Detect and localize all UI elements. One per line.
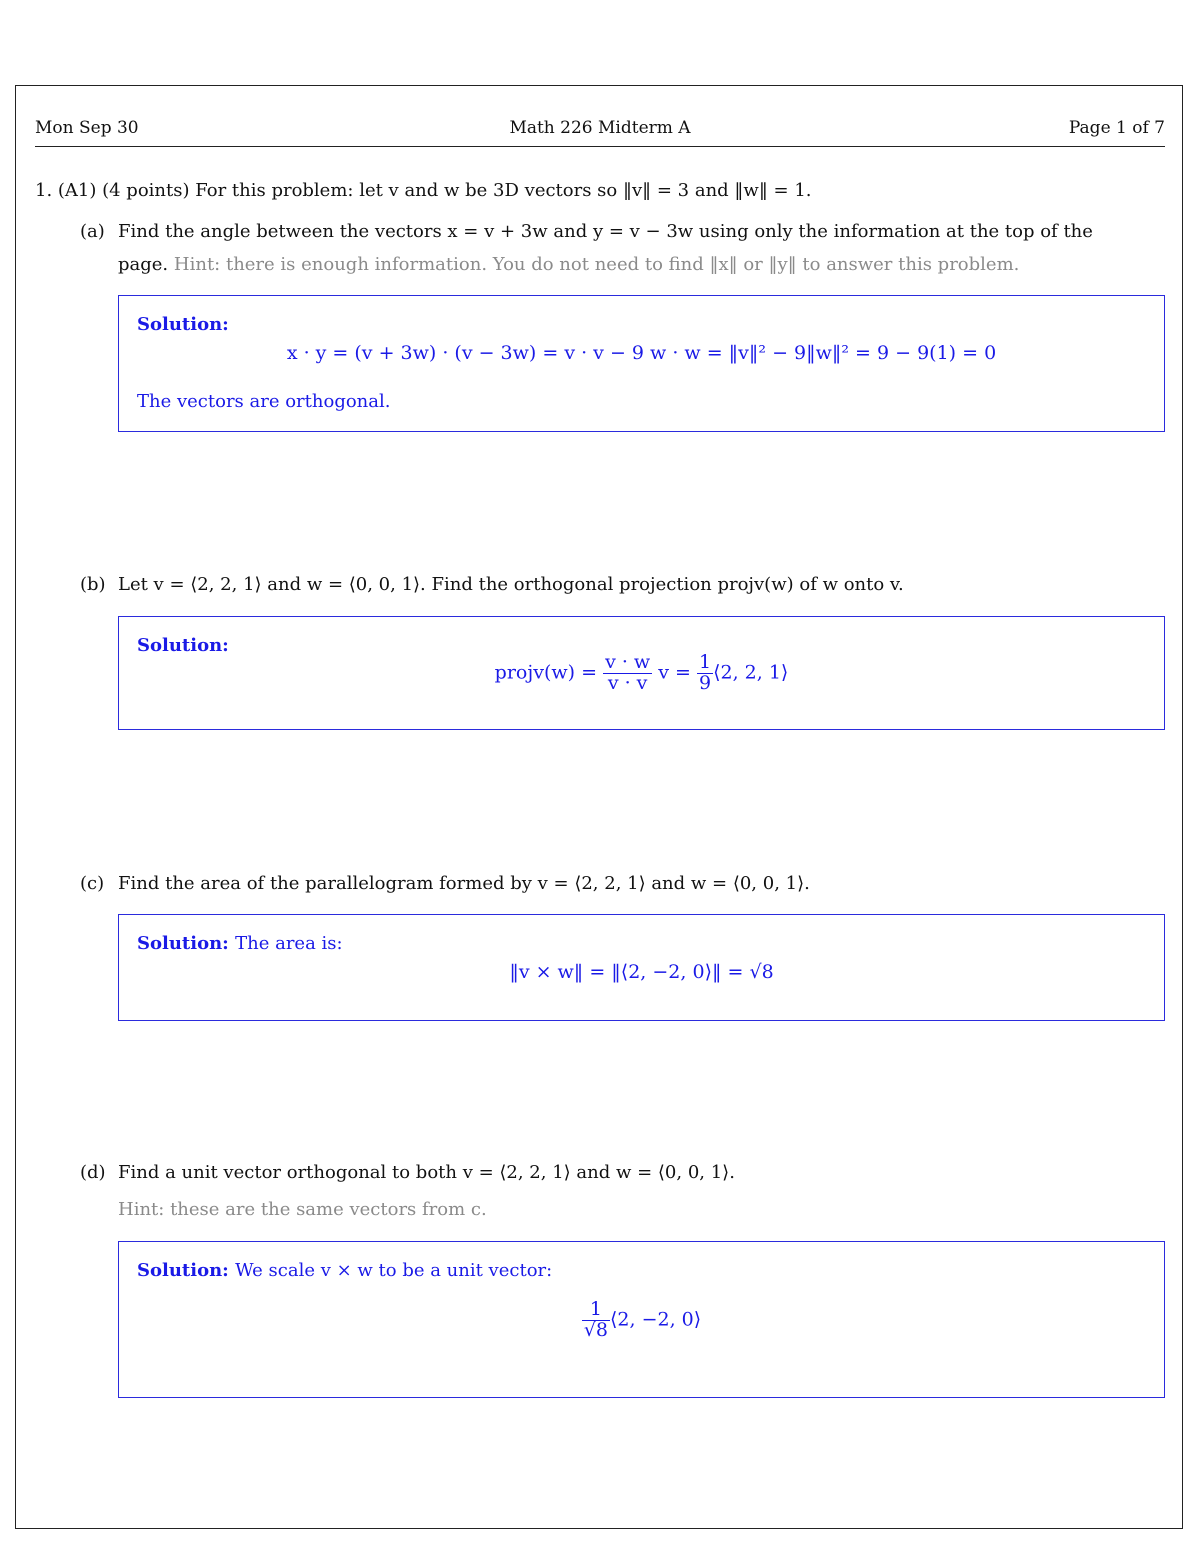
part-c-solution-box — [118, 914, 1165, 1021]
part-a-question-end: page. — [118, 254, 169, 275]
part-b-label: (b) — [80, 574, 106, 595]
part-c-solution-text: The area is: — [235, 933, 343, 954]
part-b-solution-box — [118, 616, 1165, 730]
part-d-label: (d) — [80, 1162, 106, 1183]
part-c-label: (c) — [80, 873, 105, 894]
part-b-solution-equation — [119, 653, 1164, 694]
part-b-frac1-numerator: v · w — [605, 651, 651, 673]
part-c-question: Find the area of the parallelogram formed by v = ⟨2, 2, 1⟩ and w = ⟨0, 0, 1⟩. — [118, 873, 810, 894]
part-c-solution-label: Solution: — [137, 933, 229, 954]
part-a-solution-label: Solution: — [137, 314, 229, 335]
header-date: Mon Sep 30 — [35, 118, 139, 138]
part-a-hint: Hint: there is enough information. You do not need to find ‖x‖ or ‖y‖ to answer this problem. — [173, 254, 1020, 275]
part-d-fraction — [582, 1300, 610, 1341]
part-b-eq-lhs: projv(w) = — [494, 661, 598, 684]
header-page-number: Page 1 of 7 — [1068, 118, 1165, 138]
part-d-solution-line — [137, 1260, 552, 1281]
part-c-solution-equation: ‖v × w‖ = ‖⟨2, −2, 0⟩‖ = √8 — [509, 961, 774, 983]
part-a-solution-box — [118, 295, 1165, 432]
page-header — [35, 118, 1165, 148]
part-b-solution-label: Solution: — [137, 635, 229, 656]
part-a-question: Find the angle between the vectors x = v + 3w and y = v − 3w using only the information at the top of the — [118, 221, 1093, 242]
part-d-eq-rhs: ⟨2, −2, 0⟩ — [610, 1308, 702, 1331]
part-a-question-cont — [118, 254, 1019, 275]
part-d-solution-box — [118, 1241, 1165, 1398]
part-b-question: Let v = ⟨2, 2, 1⟩ and w = ⟨0, 0, 1⟩. Find the orthogonal projection projv(w) of w onto v. — [118, 574, 904, 595]
part-b-eq-mid: v = — [658, 661, 691, 684]
part-a-label: (a) — [80, 221, 105, 242]
part-d-solution-text: We scale v × w to be a unit vector: — [235, 1260, 553, 1281]
part-a-solution-conclusion: The vectors are orthogonal. — [137, 391, 391, 412]
part-d-frac-numerator: 1 — [582, 1300, 610, 1321]
part-d-frac-denominator: √8 — [583, 1318, 609, 1341]
part-b-frac2-numerator: 1 — [698, 651, 712, 673]
part-b-eq-rhs: ⟨2, 2, 1⟩ — [713, 661, 789, 684]
part-d-solution-equation — [119, 1300, 1164, 1341]
problem-intro: 1. (A1) (4 points) For this problem: let v and w be 3D vectors so ‖v‖ = 3 and ‖w‖ = 1. — [35, 180, 812, 201]
header-rule — [35, 146, 1165, 147]
part-b-frac2-denominator: 9 — [698, 671, 712, 694]
part-b-frac1-denominator: v · v — [607, 671, 648, 694]
part-d-solution-label: Solution: — [137, 1260, 229, 1281]
part-d-hint: Hint: these are the same vectors from c. — [118, 1199, 487, 1220]
part-b-fraction-dot — [603, 653, 652, 694]
part-a-solution-equation: x · y = (v + 3w) · (v − 3w) = v · v − 9 w · w = ‖v‖² − 9‖w‖² = 9 − 9(1) = 0 — [286, 342, 997, 364]
part-b-fraction-ninth — [697, 653, 713, 694]
header-course: Math 226 Midterm A — [509, 118, 691, 138]
part-d-question: Find a unit vector orthogonal to both v = ⟨2, 2, 1⟩ and w = ⟨0, 0, 1⟩. — [118, 1162, 735, 1183]
part-c-solution-line — [137, 933, 343, 954]
